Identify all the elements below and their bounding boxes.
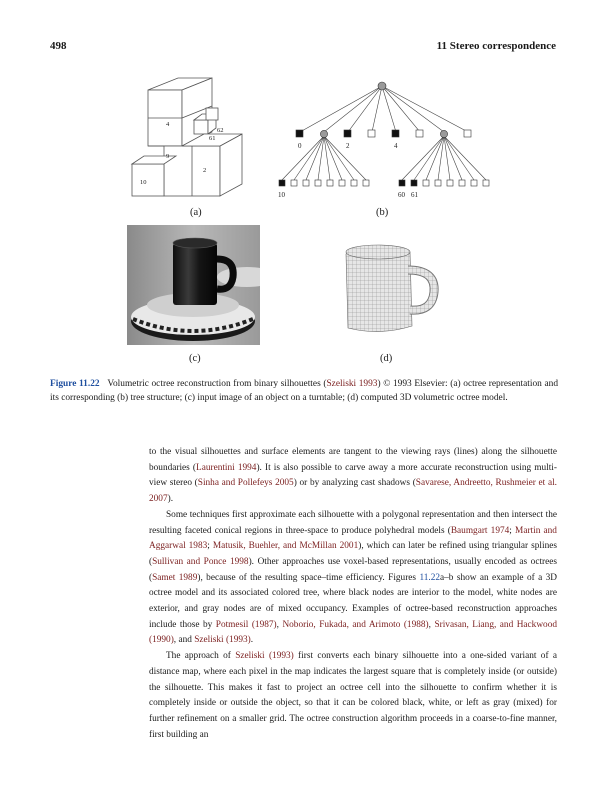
tree-node-label: 0 <box>298 142 302 150</box>
citation-link[interactable]: Matusik, Buehler, and McMillan 2001 <box>212 541 359 552</box>
cube-label: 61 <box>209 135 216 142</box>
citation-link[interactable]: Sinha and Pollefeys 2005 <box>197 478 294 489</box>
paragraph: The approach of Szeliski (1993) first converts each binary silhouette into a one-sided variant of a distance map, where each pixel in the map indicates the largest square that is completely inside (or outside) the silhouette. This makes it fast to project an octree cell into the silhouette to confirm whether it is completely inside or outside the object, so that it can be colored black, white, or left as gray (mixed) for further refinement on a smaller grid. The octree construction algorithm proceeds in a coarse-to-fine manner, first building an <box>149 651 557 740</box>
page-number: 498 <box>50 40 67 52</box>
citation-link[interactable]: Szeliski (1993) <box>194 635 251 646</box>
figure-link[interactable]: 11.22 <box>419 572 441 583</box>
citation-link[interactable]: Samet 1989 <box>152 572 198 583</box>
citation-link[interactable]: Savarese, Andreetto, Rushmeier et al. 2007 <box>149 478 557 505</box>
citation-link[interactable]: Sullivan and Ponce 1998 <box>152 556 249 567</box>
figure-caption: Figure 11.22 Volumetric octree reconstruction from binary silhouettes (Szeliski 1993) © 1993 Elsevier: (a) octree representation and its corresponding (b) tree structure; (c) input image of an object on a turntable; (d) computed 3D volumetric octree model. <box>50 379 559 403</box>
citation-link[interactable]: Potmesil (1987) <box>215 619 277 630</box>
tree-node-label: 2 <box>346 142 350 150</box>
citation-link[interactable]: Szeliski 1993 <box>326 379 378 389</box>
citation-link[interactable]: Srivasan, Liang, and Hackwood (1990) <box>149 619 557 646</box>
citation-link[interactable]: Szeliski (1993) <box>235 651 294 662</box>
octree-model-render <box>340 240 440 340</box>
tree-node-label: 4 <box>394 142 398 150</box>
panel-c-label: (c) <box>189 353 201 364</box>
citation-link[interactable]: Martin and Aggarwal 1983 <box>149 525 557 552</box>
tree-node-label: 60 <box>398 191 405 199</box>
panel-b-label: (b) <box>376 207 389 218</box>
octree-diagram <box>120 72 270 202</box>
figure-number: Figure 11.22 <box>50 379 100 389</box>
citation-link[interactable]: Noborio, Fukada, and Arimoto (1988) <box>282 619 429 630</box>
cube-label: 4 <box>166 121 170 128</box>
tree-diagram <box>270 78 520 203</box>
body-text <box>149 445 557 743</box>
cube-label: 10 <box>140 179 147 186</box>
mug-photo <box>127 225 260 345</box>
tree-node-label: 10 <box>278 191 285 199</box>
cube-label: 9 <box>166 153 170 160</box>
cube-label: 2 <box>203 167 207 174</box>
citation-link[interactable]: Baumgart 1974 <box>450 525 510 536</box>
panel-d-label: (d) <box>380 353 393 364</box>
cube-label: 62 <box>217 127 224 134</box>
citation-link[interactable]: Laurentini 1994 <box>196 462 257 473</box>
paragraph: Some techniques first approximate each silhouette with a polygonal representation and then intersect the resulting faceted conical regions in three-space to produce polyhedral models (Baumgart 1974; Martin and Aggarwal 1983; Matusik, Buehler, and McMillan 2001), which can later be refined using triangular splines (Sullivan and Ponce 1998). Other approaches use voxel-based representations, usually encoded as octrees (Samet 1989), because of the resulting space–time efficiency. Figures 11.22a–b show an example of a 3D octree model and its associated colored tree, where black nodes are interior to the model, white nodes are exterior, and gray nodes are of mixed occupancy. Examples of octree-based reconstruction approaches include those by Potmesil (1987), Noborio, Fukada, and Arimoto (1988), Srivasan, Liang, and Hackwood (1990), and Szeliski (1993). <box>149 509 557 646</box>
running-header: 11 Stereo correspondence <box>436 40 556 52</box>
tree-node-label: 61 <box>411 191 418 199</box>
panel-a-label: (a) <box>190 207 202 218</box>
paragraph: to the visual silhouettes and surface elements are tangent to the viewing rays (lines) along the silhouette boundaries (Laurentini 1994). It is also possible to carve away a more accurate reconstruction using multi-view stereo (Sinha and Pollefeys 2005) or by analyzing cast shadows (Savarese, Andreetto, Rushmeier et al. 2007). <box>149 447 557 505</box>
